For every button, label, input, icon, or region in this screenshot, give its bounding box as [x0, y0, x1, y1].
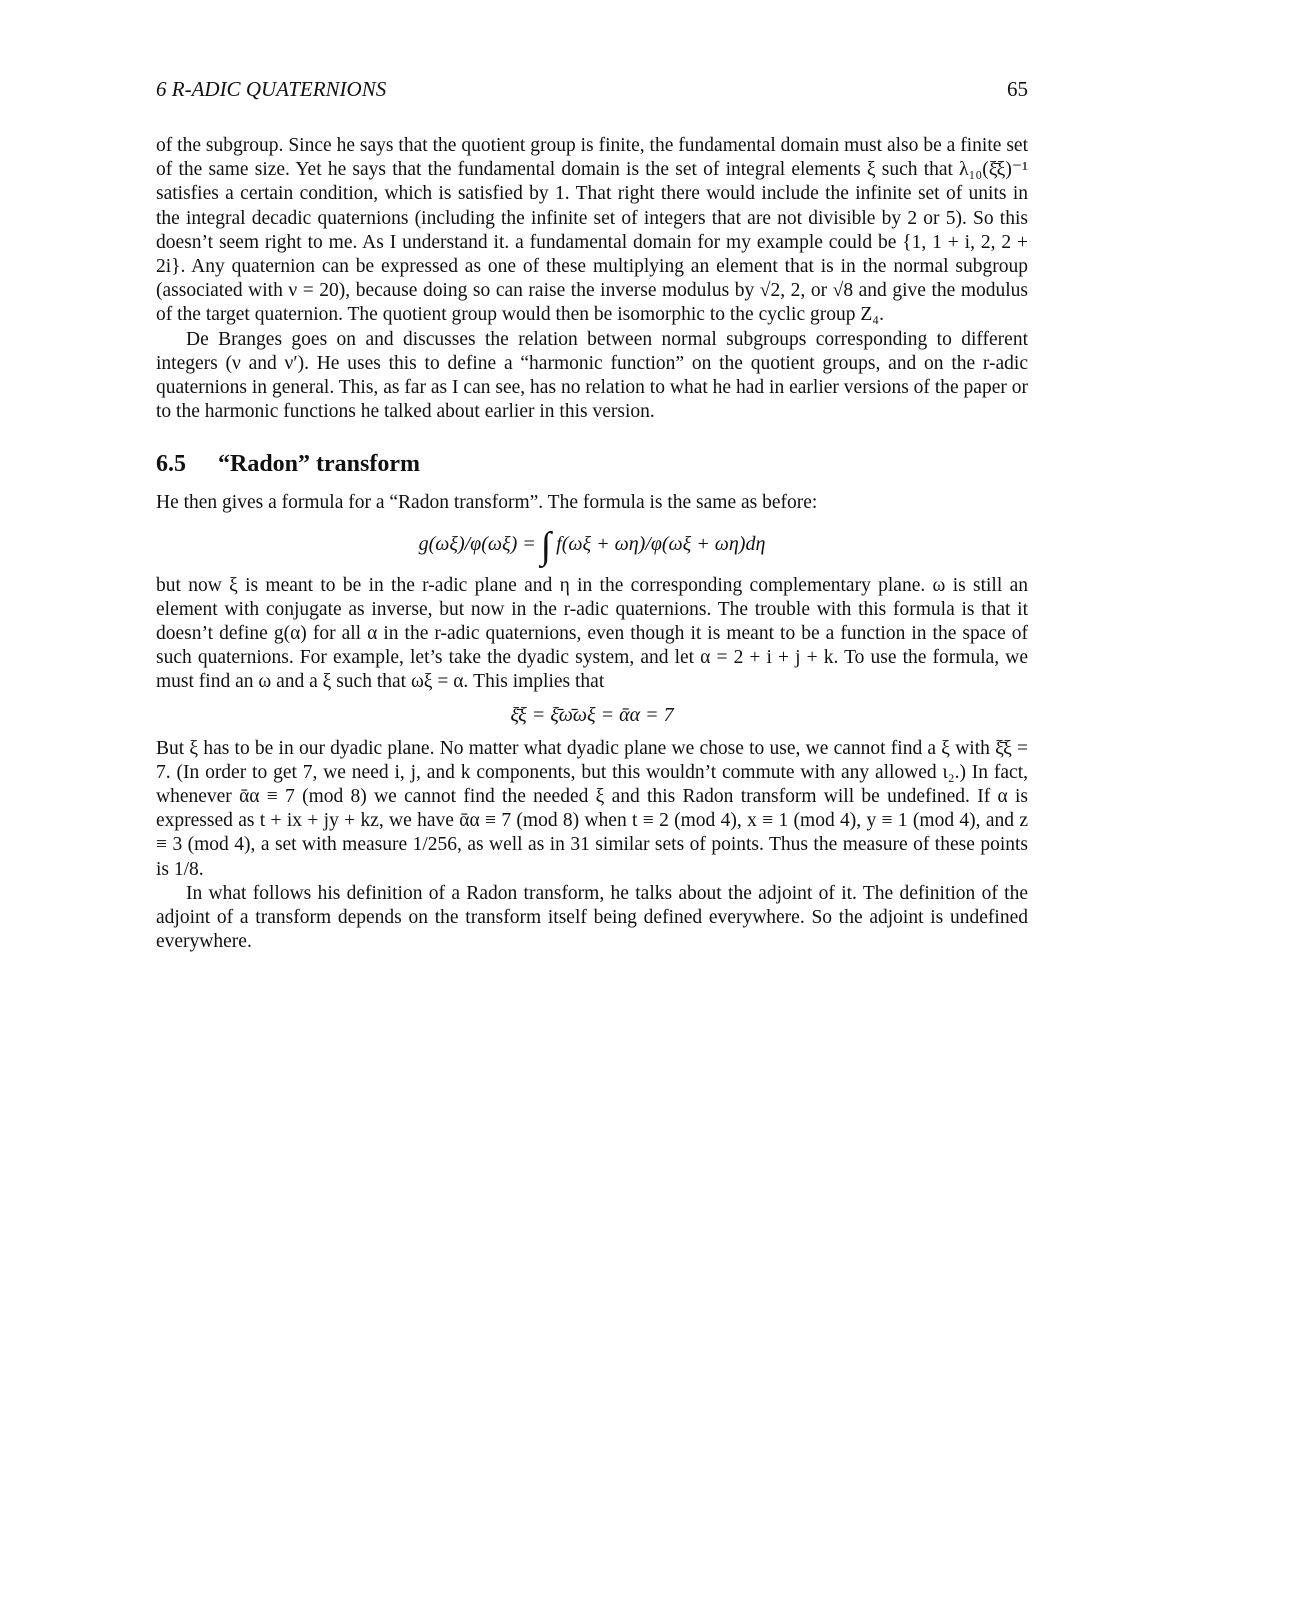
paragraph: of the subgroup. Since he says that the quotient group is finite, the fundamental domain must also be a finite set of the same size. Yet he says that the fundamental domain is the set of integral elements ξ such that λ₁₀(ξ̄ξ)⁻¹ satisfies a certain condition, which is satisfied by 1. That right there would include the infinite set of units in the integral decadic quaternions (including the infinite set of integers that are not divisible by 2 or 5). So this doesn’t seem right to me. As I understand it. a fundamental domain for my example could be {1, 1 + i, 2, 2 + 2i}. Any quaternion can be expressed as one of these multiplying an element that is in the normal subgroup (associated with ν = 20), because doing so can raise the inverse modulus by √2, 2, or √8 and give the modulus of the target quaternion. The quotient group would then be isomorphic to the cyclic group Z₄.: [156, 135, 1028, 326]
paragraph: In what follows his definition of a Radon transform, he talks about the adjoint of it. The definition of the adjoint of a transform depends on the transform itself being defined everywhere. So the adjoint is undefined everywhere.: [156, 882, 1028, 953]
equation-lhs: g(ωξ)/φ(ωξ) =: [418, 532, 536, 555]
display-equation: ξ̄ξ = ξ̄ω̄ωξ = ᾱα = 7: [510, 703, 674, 726]
paragraph: He then gives a formula for a “Radon transform”. The formula is the same as before:: [156, 492, 818, 514]
section-number: 6.5: [156, 451, 186, 478]
paragraph: But ξ has to be in our dyadic plane. No matter what dyadic plane we chose to use, we cannot find a ξ with ξ̄ξ = 7. (In order to get 7, we need i, j, and k components, but this wouldn’t commute with any allowed ι₂.) In fact, whenever ᾱα ≡ 7 (mod 8) we cannot find the needed ξ and this Radon transform will be undefined. If α is expressed as t + ix + jy + kz, we have ᾱα ≡ 7 (mod 8) when t ≡ 2 (mod 4), x ≡ 1 (mod 4), y ≡ 1 (mod 4), and z ≡ 3 (mod 4), a set with measure 1/256, as well as in 31 similar sets of points. Thus the measure of these points is 1/8.: [156, 737, 1028, 880]
equation-rhs: f(ωξ + ωη)/φ(ωξ + ωη)dη: [556, 532, 766, 555]
page-number: 65: [1007, 77, 1028, 101]
page-body: [156, 134, 1028, 954]
paragraph: but now ξ is meant to be in the r-adic plane and η in the corresponding complementary plane. ω is still an element with conjugate as inverse, but now in the r-adic quaternions. The trouble with this formula is that it doesn’t define g(α) for all α in the r-adic quaternions, even though it is meant to be a function in the space of such quaternions. For example, let’s take the dyadic system, and let α = 2 + i + j + k. To use the formula, we must find an ω and a ξ such that ωξ = α. This implies that: [156, 574, 1028, 693]
section-title: “Radon” transform: [218, 451, 420, 478]
paragraph: De Branges goes on and discusses the relation between normal subgroups corresponding to different integers (ν and ν′). He uses this to define a “harmonic function” on the quotient groups, and on the r-adic quaternions in general. This, as far as I can see, has no relation to what he had in earlier versions of the paper or to the harmonic functions he talked about earlier in this version.: [156, 328, 1028, 423]
display-equation: [156, 524, 1028, 567]
page-header: [156, 74, 1028, 104]
integral-sign: ∫: [540, 524, 552, 567]
section-heading: [156, 449, 1028, 479]
running-title: 6 R-ADIC QUATERNIONS: [156, 77, 387, 101]
